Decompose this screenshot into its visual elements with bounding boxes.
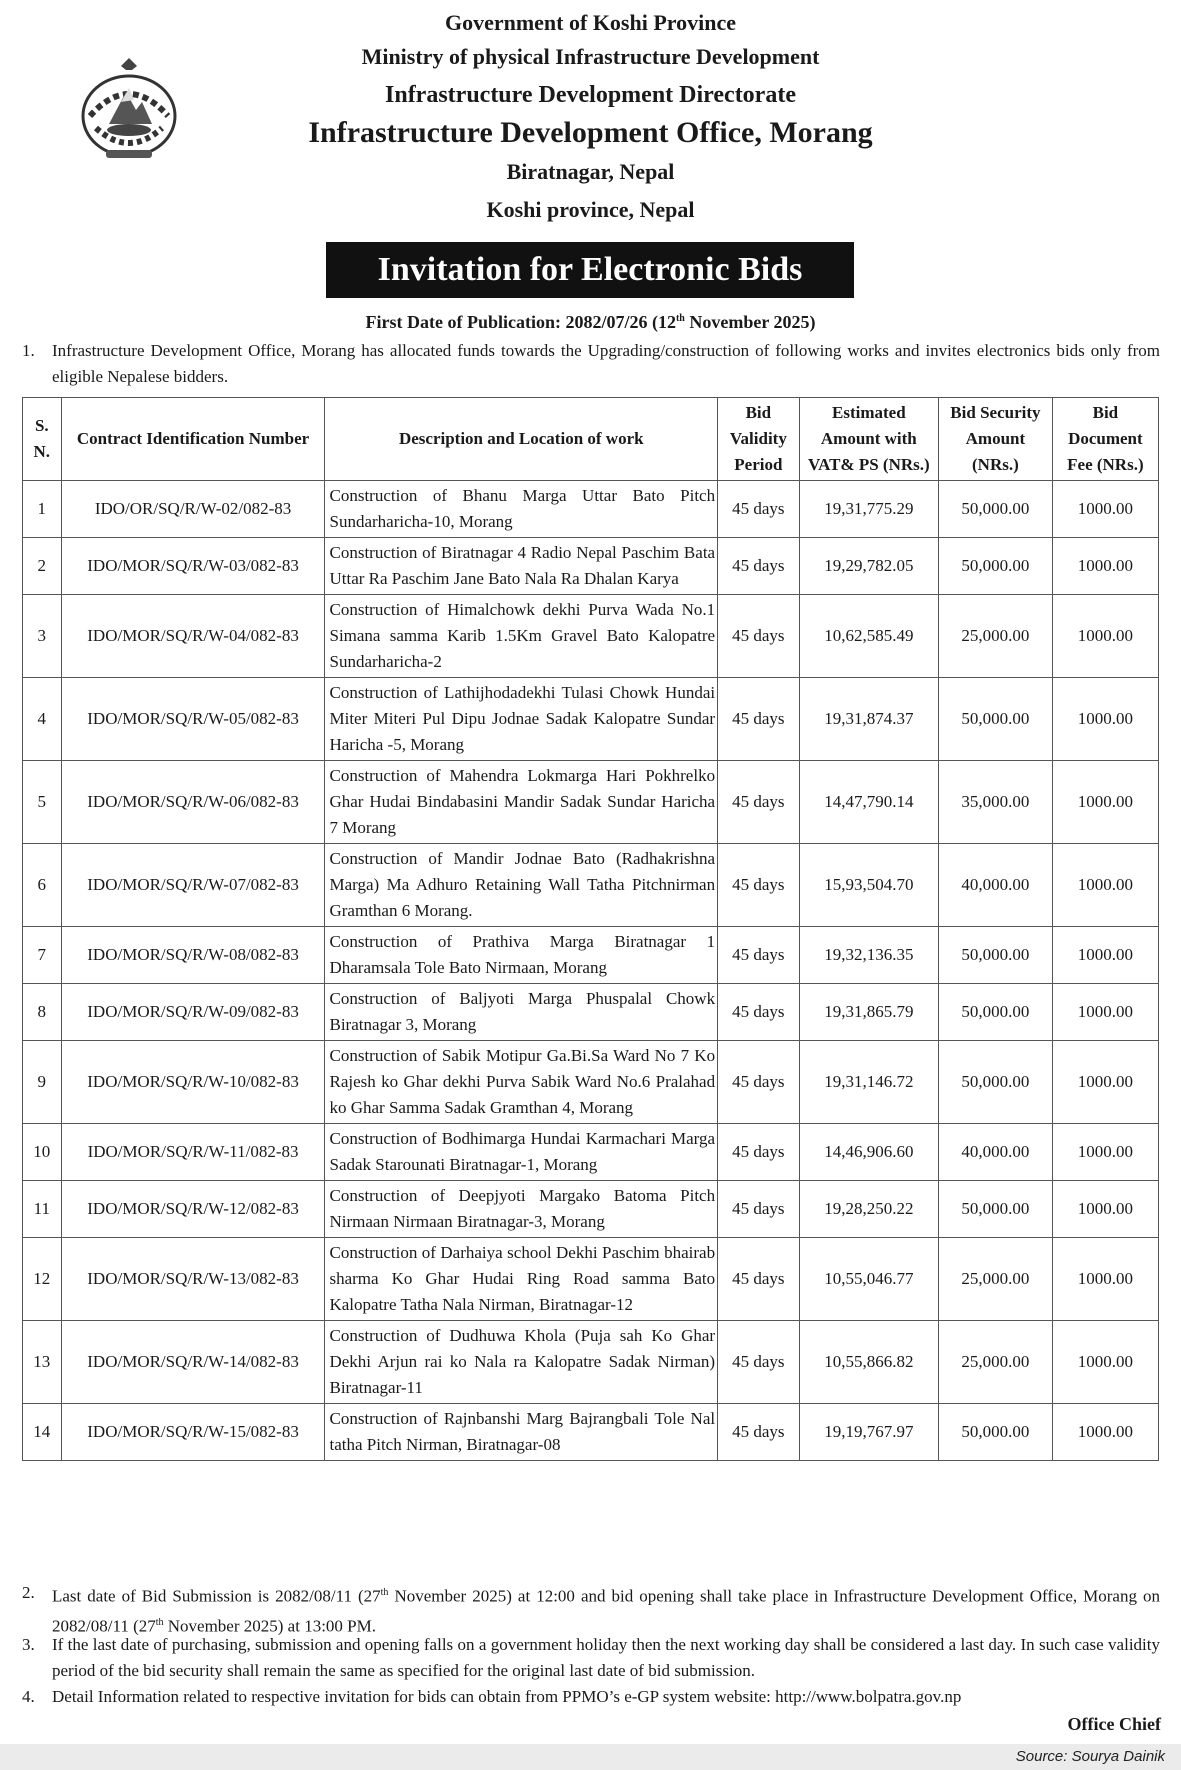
- header-province: Koshi province, Nepal: [486, 197, 695, 222]
- cell-sn: 4: [23, 678, 62, 761]
- cell-contract-id: IDO/MOR/SQ/R/W-07/082-83: [61, 844, 325, 927]
- cell-fee: 1000.00: [1052, 481, 1158, 538]
- cell-amount: 15,93,504.70: [799, 844, 938, 927]
- cell-amount: 14,46,906.60: [799, 1124, 938, 1181]
- cell-sn: 5: [23, 761, 62, 844]
- cell-security: 40,000.00: [939, 844, 1053, 927]
- table-row: [23, 1041, 1159, 1124]
- cell-contract-id: IDO/MOR/SQ/R/W-11/082-83: [61, 1124, 325, 1181]
- cell-security: 25,000.00: [939, 595, 1053, 678]
- cell-amount: 19,28,250.22: [799, 1181, 938, 1238]
- cell-amount: 19,29,782.05: [799, 538, 938, 595]
- cell-sn: 9: [23, 1041, 62, 1124]
- bids-table: [22, 397, 1159, 1461]
- cell-sn: 13: [23, 1321, 62, 1404]
- cell-description: Construction of Darhaiya school Dekhi Paschim bhairab sharma Ko Ghar Hudai Ring Road samma Bato Kalopatre Tatha Nala Nirman, Biratnagar-12: [325, 1238, 718, 1321]
- cell-contract-id: IDO/MOR/SQ/R/W-03/082-83: [61, 538, 325, 595]
- cell-contract-id: IDO/MOR/SQ/R/W-06/082-83: [61, 761, 325, 844]
- table-row: [23, 761, 1159, 844]
- cell-sn: 1: [23, 481, 62, 538]
- cell-fee: 1000.00: [1052, 1238, 1158, 1321]
- cell-description: Construction of Deepjyoti Margako Batoma Pitch Nirmaan Nirmaan Biratnagar-3, Morang: [325, 1181, 718, 1238]
- cell-contract-id: IDO/MOR/SQ/R/W-10/082-83: [61, 1041, 325, 1124]
- cell-sn: 11: [23, 1181, 62, 1238]
- cell-validity: 45 days: [718, 538, 800, 595]
- header-city: Biratnagar, Nepal: [506, 159, 675, 184]
- cell-security: 50,000.00: [939, 1404, 1053, 1461]
- cell-description: Construction of Bodhimarga Hundai Karmachari Marga Sadak Starounati Biratnagar-1, Morang: [325, 1124, 718, 1181]
- cell-contract-id: IDO/MOR/SQ/R/W-14/082-83: [61, 1321, 325, 1404]
- cell-security: 25,000.00: [939, 1321, 1053, 1404]
- source-credit: Source: Sourya Dainik: [1015, 1748, 1165, 1765]
- table-row: [23, 1321, 1159, 1404]
- header-contract-id: Contract Identification Number: [61, 398, 325, 481]
- cell-sn: 10: [23, 1124, 62, 1181]
- cell-description: Construction of Dudhuwa Khola (Puja sah Ko Ghar Dekhi Arjun rai ko Nala ra Kalopatre Sadak Nirman) Biratnagar-11: [325, 1321, 718, 1404]
- cell-sn: 12: [23, 1238, 62, 1321]
- signature-office-chief: Office Chief: [1067, 1714, 1161, 1734]
- cell-contract-id: IDO/MOR/SQ/R/W-15/082-83: [61, 1404, 325, 1461]
- cell-amount: 19,31,146.72: [799, 1041, 938, 1124]
- cell-contract-id: IDO/MOR/SQ/R/W-12/082-83: [61, 1181, 325, 1238]
- publication-date: First Date of Publication: 2082/07/26 (12th November 2025): [365, 312, 816, 332]
- cell-description: Construction of Mahendra Lokmarga Hari Pokhrelko Ghar Hudai Bindabasini Mandir Sadak Sundar Haricha 7 Morang: [325, 761, 718, 844]
- cell-security: 50,000.00: [939, 927, 1053, 984]
- cell-description: Construction of Rajnbanshi Marg Bajrangbali Tole Nal tatha Pitch Nirman, Biratnagar-08: [325, 1404, 718, 1461]
- cell-validity: 45 days: [718, 1238, 800, 1321]
- cell-description: Construction of Mandir Jodnae Bato (Radhakrishna Marga) Ma Adhuro Retaining Wall Tatha Pitchnirman Gramthan 6 Morang.: [325, 844, 718, 927]
- note-2: 2. Last date of Bid Submission is 2082/08/11 (27th November 2025) at 12:00 and bid opening shall take place in Infrastructure Development Office, Morang on 2082/08/11 (27th November 2025) at 13:00 PM.: [22, 1583, 1160, 1636]
- cell-contract-id: IDO/MOR/SQ/R/W-09/082-83: [61, 984, 325, 1041]
- source-bar: [0, 1744, 1181, 1770]
- cell-security: 50,000.00: [939, 538, 1053, 595]
- cell-security: 50,000.00: [939, 1181, 1053, 1238]
- cell-amount: 19,32,136.35: [799, 927, 938, 984]
- cell-validity: 45 days: [718, 481, 800, 538]
- header-security: Bid Security Amount (NRs.): [939, 398, 1053, 481]
- cell-amount: 19,31,775.29: [799, 481, 938, 538]
- cell-fee: 1000.00: [1052, 761, 1158, 844]
- office-header: [0, 8, 1181, 228]
- cell-fee: 1000.00: [1052, 1124, 1158, 1181]
- cell-sn: 6: [23, 844, 62, 927]
- cell-fee: 1000.00: [1052, 595, 1158, 678]
- header-amount: Estimated Amount with VAT& PS (NRs.): [799, 398, 938, 481]
- header-validity: Bid Validity Period: [718, 398, 800, 481]
- cell-sn: 14: [23, 1404, 62, 1461]
- cell-validity: 45 days: [718, 1181, 800, 1238]
- table-row: [23, 984, 1159, 1041]
- header-government: Government of Koshi Province: [444, 10, 737, 35]
- note-3: 3. If the last date of purchasing, submission and opening falls on a government holiday then the next working day shall be considered a last day. In such case validity period of the bid security shall remain the same as specified for the original last date of bid submission.: [22, 1635, 1160, 1680]
- table-row: [23, 1181, 1159, 1238]
- table-row: [23, 844, 1159, 927]
- cell-sn: 3: [23, 595, 62, 678]
- cell-description: Construction of Himalchowk dekhi Purva Wada No.1 Simana samma Karib 1.5Km Gravel Bato Kalopatre Sundarharicha-2: [325, 595, 718, 678]
- cell-description: Construction of Baljyoti Marga Phuspalal Chowk Biratnagar 3, Morang: [325, 984, 718, 1041]
- cell-sn: 8: [23, 984, 62, 1041]
- note-4: 4. Detail Information related to respective invitation for bids can obtain from PPMO’s e-GP system website: http://www.bolpatra.gov.np: [22, 1687, 962, 1706]
- cell-validity: 45 days: [718, 761, 800, 844]
- cell-fee: 1000.00: [1052, 984, 1158, 1041]
- cell-fee: 1000.00: [1052, 538, 1158, 595]
- cell-validity: 45 days: [718, 1321, 800, 1404]
- cell-security: 50,000.00: [939, 984, 1053, 1041]
- cell-amount: 10,62,585.49: [799, 595, 938, 678]
- cell-validity: 45 days: [718, 984, 800, 1041]
- cell-amount: 19,31,874.37: [799, 678, 938, 761]
- cell-validity: 45 days: [718, 927, 800, 984]
- cell-description: Construction of Biratnagar 4 Radio Nepal Paschim Bata Uttar Ra Paschim Jane Bato Nala Ra Dhalan Karya: [325, 538, 718, 595]
- cell-description: Construction of Prathiva Marga Biratnagar 1 Dharamsala Tole Bato Nirmaan, Morang: [325, 927, 718, 984]
- cell-fee: 1000.00: [1052, 927, 1158, 984]
- header-sn: S. N.: [23, 398, 62, 481]
- table-header-row: [23, 398, 1159, 481]
- cell-validity: 45 days: [718, 1404, 800, 1461]
- cell-fee: 1000.00: [1052, 1181, 1158, 1238]
- cell-security: 25,000.00: [939, 1238, 1053, 1321]
- header-ministry: Ministry of physical Infrastructure Development: [361, 44, 820, 69]
- header-description: Description and Location of work: [325, 398, 718, 481]
- header-office: Infrastructure Development Office, Morang: [308, 116, 873, 149]
- cell-validity: 45 days: [718, 1041, 800, 1124]
- cell-description: Construction of Lathijhodadekhi Tulasi Chowk Hundai Miter Miteri Pul Dipu Jodnae Sadak Kalopatre Sundar Haricha -5, Morang: [325, 678, 718, 761]
- cell-contract-id: IDO/OR/SQ/R/W-02/082-83: [61, 481, 325, 538]
- header-directorate: Infrastructure Development Directorate: [385, 82, 796, 108]
- table-row: [23, 1404, 1159, 1461]
- table-row: [23, 1124, 1159, 1181]
- table-row: [23, 1238, 1159, 1321]
- cell-contract-id: IDO/MOR/SQ/R/W-08/082-83: [61, 927, 325, 984]
- note-1: 1. Infrastructure Development Office, Morang has allocated funds towards the Upgrading/construction of following works and invites electronics bids only from eligible Nepalese bidders.: [22, 341, 1160, 386]
- cell-contract-id: IDO/MOR/SQ/R/W-13/082-83: [61, 1238, 325, 1321]
- table-row: [23, 538, 1159, 595]
- cell-security: 50,000.00: [939, 481, 1053, 538]
- table-row: [23, 678, 1159, 761]
- cell-security: 50,000.00: [939, 1041, 1053, 1124]
- cell-fee: 1000.00: [1052, 844, 1158, 927]
- cell-validity: 45 days: [718, 844, 800, 927]
- cell-amount: 10,55,866.82: [799, 1321, 938, 1404]
- cell-description: Construction of Sabik Motipur Ga.Bi.Sa Ward No 7 Ko Rajesh ko Ghar dekhi Purva Sabik Ward No.6 Pralahad ko Ghar Samma Sadak Gramthan 4, Morang: [325, 1041, 718, 1124]
- cell-validity: 45 days: [718, 595, 800, 678]
- cell-amount: 10,55,046.77: [799, 1238, 938, 1321]
- cell-sn: 7: [23, 927, 62, 984]
- cell-validity: 45 days: [718, 678, 800, 761]
- cell-amount: 19,19,767.97: [799, 1404, 938, 1461]
- cell-amount: 19,31,865.79: [799, 984, 938, 1041]
- table-row: [23, 481, 1159, 538]
- header-fee: Bid Document Fee (NRs.): [1052, 398, 1158, 481]
- cell-amount: 14,47,790.14: [799, 761, 938, 844]
- cell-sn: 2: [23, 538, 62, 595]
- cell-security: 40,000.00: [939, 1124, 1053, 1181]
- table-row: [23, 927, 1159, 984]
- cell-description: Construction of Bhanu Marga Uttar Bato Pitch Sundarharicha-10, Morang: [325, 481, 718, 538]
- cell-contract-id: IDO/MOR/SQ/R/W-04/082-83: [61, 595, 325, 678]
- cell-security: 35,000.00: [939, 761, 1053, 844]
- cell-fee: 1000.00: [1052, 1404, 1158, 1461]
- cell-validity: 45 days: [718, 1124, 800, 1181]
- cell-fee: 1000.00: [1052, 1041, 1158, 1124]
- cell-fee: 1000.00: [1052, 678, 1158, 761]
- cell-security: 50,000.00: [939, 678, 1053, 761]
- cell-contract-id: IDO/MOR/SQ/R/W-05/082-83: [61, 678, 325, 761]
- notice-title: Invitation for Electronic Bids: [326, 242, 854, 298]
- table-row: [23, 595, 1159, 678]
- cell-fee: 1000.00: [1052, 1321, 1158, 1404]
